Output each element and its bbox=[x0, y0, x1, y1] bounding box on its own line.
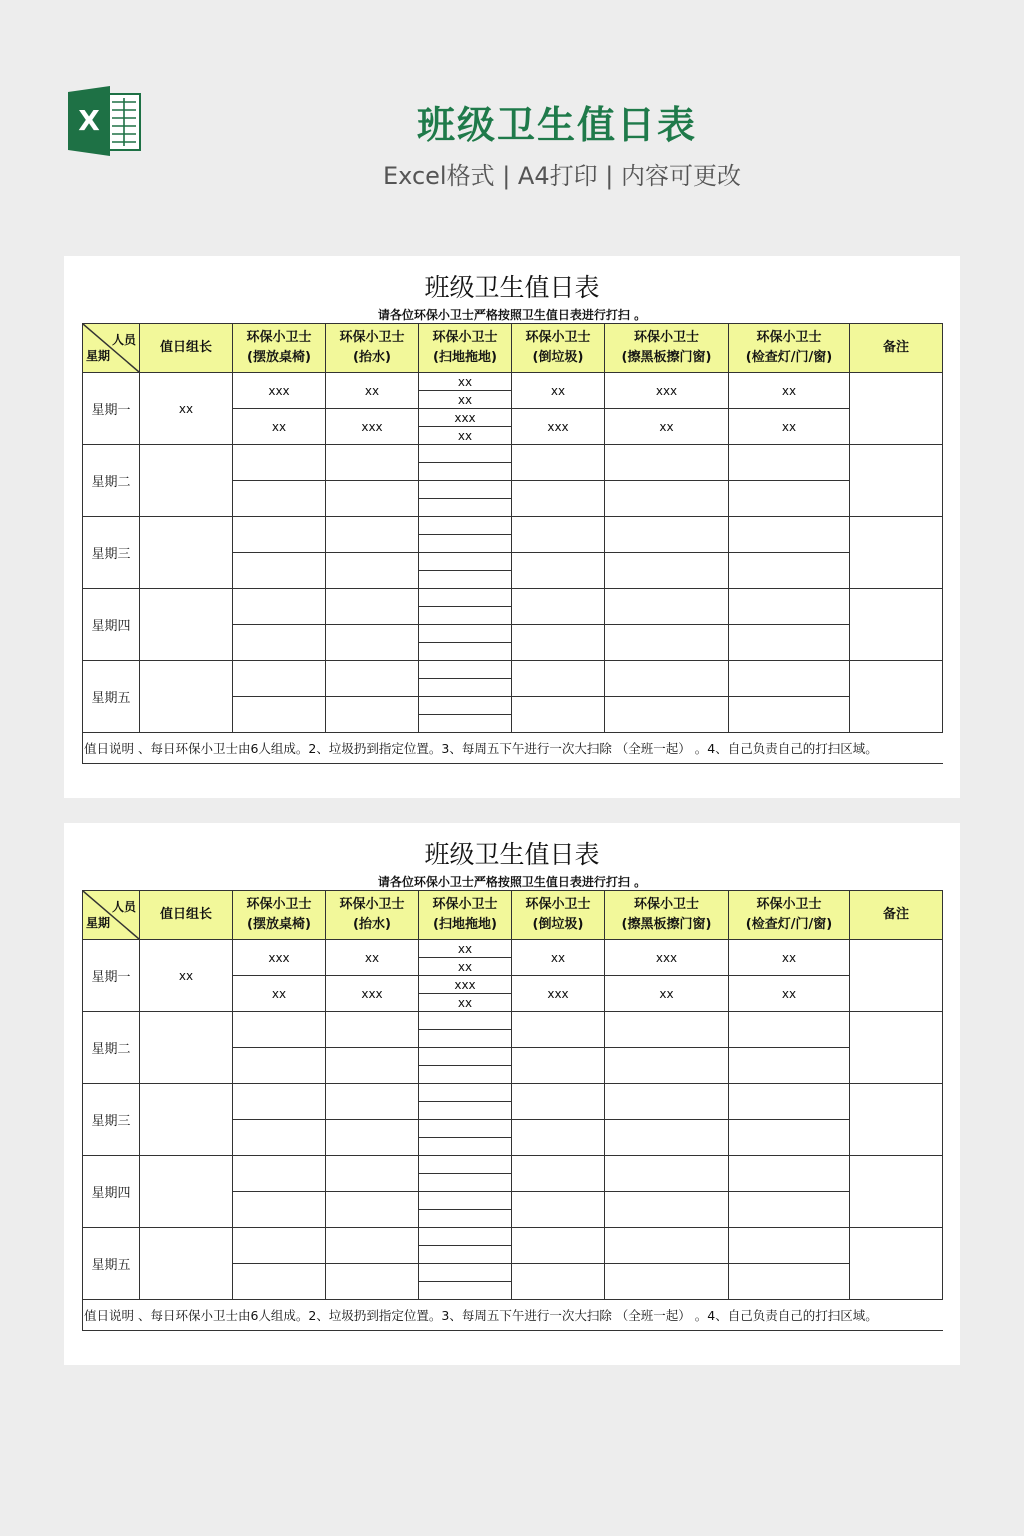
sweep-cell bbox=[419, 1030, 512, 1048]
duty-cell bbox=[326, 589, 419, 625]
duty-cell bbox=[729, 625, 850, 661]
corner-label-people: 人员 bbox=[111, 333, 136, 347]
corner-cell bbox=[83, 324, 140, 373]
leader-cell: xx bbox=[140, 373, 233, 445]
duty-cell bbox=[233, 661, 326, 697]
duty-cell bbox=[605, 1228, 729, 1264]
duty-cell: xx bbox=[729, 976, 850, 1012]
duty-cell: xx bbox=[729, 373, 850, 409]
sweep-cell: xx bbox=[419, 958, 512, 976]
duty-cell: xxx bbox=[512, 976, 605, 1012]
sweep-cell bbox=[419, 1210, 512, 1228]
column-header: 环保小卫士 (擦黑板擦门窗) bbox=[605, 324, 729, 373]
duty-cell bbox=[729, 1048, 850, 1084]
duty-cell bbox=[605, 481, 729, 517]
leader-cell bbox=[140, 589, 233, 661]
duty-cell: xxx bbox=[233, 940, 326, 976]
duty-cell bbox=[729, 1120, 850, 1156]
duty-cell bbox=[605, 1084, 729, 1120]
duty-cell: xx bbox=[233, 976, 326, 1012]
duty-cell bbox=[233, 481, 326, 517]
table-row bbox=[83, 940, 943, 958]
duty-cell bbox=[729, 553, 850, 589]
sweep-cell bbox=[419, 1282, 512, 1300]
duty-cell bbox=[729, 1156, 850, 1192]
duty-cell: xx bbox=[729, 940, 850, 976]
duty-cell: xx bbox=[326, 940, 419, 976]
footer-row bbox=[83, 1300, 943, 1331]
sweep-cell bbox=[419, 589, 512, 607]
leader-cell bbox=[140, 445, 233, 517]
duty-cell bbox=[233, 697, 326, 733]
sweep-cell bbox=[419, 661, 512, 679]
duty-cell bbox=[233, 517, 326, 553]
table-row bbox=[83, 589, 943, 607]
duty-cell bbox=[326, 625, 419, 661]
column-header: 环保小卫士 (检查灯/门/窗) bbox=[729, 324, 850, 373]
duty-cell bbox=[326, 553, 419, 589]
column-header: 环保小卫士 (抬水) bbox=[326, 891, 419, 940]
duty-cell bbox=[233, 1264, 326, 1300]
duty-cell bbox=[512, 1048, 605, 1084]
column-header: 备注 bbox=[850, 324, 943, 373]
duty-cell: xx bbox=[605, 976, 729, 1012]
duty-cell bbox=[233, 1192, 326, 1228]
sweep-cell bbox=[419, 1066, 512, 1084]
duty-cell bbox=[326, 1264, 419, 1300]
weekday-cell: 星期四 bbox=[83, 589, 140, 661]
sweep-cell bbox=[419, 1264, 512, 1282]
duty-cell bbox=[605, 1192, 729, 1228]
remark-cell bbox=[850, 1012, 943, 1084]
duty-cell: xx bbox=[729, 409, 850, 445]
duty-cell bbox=[512, 661, 605, 697]
duty-sheet-2 bbox=[64, 823, 960, 1365]
remark-cell bbox=[850, 1156, 943, 1228]
corner-label-people: 人员 bbox=[111, 900, 136, 914]
duty-cell bbox=[605, 553, 729, 589]
duty-cell bbox=[326, 1084, 419, 1120]
column-header: 环保小卫士 (倒垃圾) bbox=[512, 891, 605, 940]
page-header bbox=[0, 0, 1024, 240]
remark-cell bbox=[850, 1084, 943, 1156]
sweep-cell bbox=[419, 1048, 512, 1066]
duty-table bbox=[82, 323, 943, 764]
sweep-cell bbox=[419, 1228, 512, 1246]
duty-cell: xx bbox=[233, 409, 326, 445]
leader-cell bbox=[140, 1228, 233, 1300]
duty-cell bbox=[605, 1012, 729, 1048]
duty-cell bbox=[512, 445, 605, 481]
sweep-cell bbox=[419, 625, 512, 643]
sweep-cell bbox=[419, 697, 512, 715]
weekday-cell: 星期三 bbox=[83, 517, 140, 589]
column-header: 环保小卫士 (扫地拖地) bbox=[419, 324, 512, 373]
sweep-cell bbox=[419, 1102, 512, 1120]
table-row bbox=[83, 661, 943, 679]
table-row bbox=[83, 445, 943, 463]
remark-cell bbox=[850, 1228, 943, 1300]
page-subtitle: Excel格式 | A4打印 | 内容可更改 bbox=[383, 162, 741, 190]
sweep-cell: xxx bbox=[419, 409, 512, 427]
duty-cell: xxx bbox=[326, 409, 419, 445]
duty-notes: 值日说明 、每日环保小卫士由6人组成。2、垃圾扔到指定位置。3、每周五下午进行一次大扫除 （全班一起） 。4、自己负责自己的打扫区域。 bbox=[83, 1300, 943, 1331]
duty-cell bbox=[233, 553, 326, 589]
sweep-cell bbox=[419, 535, 512, 553]
duty-cell bbox=[729, 697, 850, 733]
sweep-cell bbox=[419, 679, 512, 697]
header-row bbox=[83, 891, 943, 940]
sweep-cell bbox=[419, 463, 512, 481]
sweep-cell bbox=[419, 1084, 512, 1102]
duty-cell bbox=[233, 1048, 326, 1084]
sweep-cell: xx bbox=[419, 391, 512, 409]
sweep-cell: xx bbox=[419, 994, 512, 1012]
column-header: 环保小卫士 (摆放桌椅) bbox=[233, 324, 326, 373]
remark-cell bbox=[850, 661, 943, 733]
sweep-cell: xx bbox=[419, 373, 512, 391]
column-header: 环保小卫士 (扫地拖地) bbox=[419, 891, 512, 940]
column-header: 备注 bbox=[850, 891, 943, 940]
duty-cell bbox=[729, 661, 850, 697]
duty-cell bbox=[605, 1264, 729, 1300]
weekday-cell: 星期二 bbox=[83, 1012, 140, 1084]
sweep-cell bbox=[419, 1192, 512, 1210]
weekday-cell: 星期五 bbox=[83, 1228, 140, 1300]
footer-row bbox=[83, 733, 943, 764]
duty-cell: xxx bbox=[512, 409, 605, 445]
weekday-cell: 星期四 bbox=[83, 1156, 140, 1228]
duty-cell bbox=[729, 1012, 850, 1048]
duty-cell bbox=[512, 481, 605, 517]
sweep-cell bbox=[419, 517, 512, 535]
duty-cell bbox=[233, 1120, 326, 1156]
duty-cell bbox=[512, 1120, 605, 1156]
duty-cell: xxx bbox=[326, 976, 419, 1012]
duty-cell bbox=[729, 1264, 850, 1300]
duty-cell bbox=[326, 445, 419, 481]
sweep-cell bbox=[419, 1138, 512, 1156]
column-header: 值日组长 bbox=[140, 891, 233, 940]
duty-cell bbox=[512, 697, 605, 733]
column-header: 环保小卫士 (摆放桌椅) bbox=[233, 891, 326, 940]
sweep-cell bbox=[419, 1174, 512, 1192]
duty-cell bbox=[326, 481, 419, 517]
duty-cell bbox=[233, 1228, 326, 1264]
leader-cell bbox=[140, 1156, 233, 1228]
table-row bbox=[83, 1084, 943, 1102]
weekday-cell: 星期三 bbox=[83, 1084, 140, 1156]
sweep-cell bbox=[419, 553, 512, 571]
column-header: 环保小卫士 (擦黑板擦门窗) bbox=[605, 891, 729, 940]
sweep-cell bbox=[419, 571, 512, 589]
duty-notes: 值日说明 、每日环保小卫士由6人组成。2、垃圾扔到指定位置。3、每周五下午进行一次大扫除 （全班一起） 。4、自己负责自己的打扫区域。 bbox=[83, 733, 943, 764]
header-row bbox=[83, 324, 943, 373]
sweep-cell bbox=[419, 643, 512, 661]
corner-label-weekday: 星期 bbox=[86, 916, 111, 930]
duty-cell: xx bbox=[512, 373, 605, 409]
column-header: 环保小卫士 (倒垃圾) bbox=[512, 324, 605, 373]
duty-cell bbox=[326, 1012, 419, 1048]
duty-cell bbox=[512, 553, 605, 589]
duty-cell: xxx bbox=[233, 373, 326, 409]
logo-letter: X bbox=[78, 104, 100, 137]
duty-cell bbox=[326, 517, 419, 553]
duty-cell: xxx bbox=[605, 373, 729, 409]
duty-sheet-1 bbox=[64, 256, 960, 798]
duty-cell bbox=[605, 1120, 729, 1156]
duty-cell bbox=[605, 661, 729, 697]
duty-cell bbox=[605, 589, 729, 625]
duty-cell bbox=[233, 1012, 326, 1048]
column-header: 环保小卫士 (抬水) bbox=[326, 324, 419, 373]
duty-cell bbox=[326, 1228, 419, 1264]
duty-cell: xx bbox=[512, 940, 605, 976]
corner-cell bbox=[83, 891, 140, 940]
weekday-cell: 星期一 bbox=[83, 940, 140, 1012]
duty-cell bbox=[233, 445, 326, 481]
duty-cell bbox=[233, 625, 326, 661]
remark-cell bbox=[850, 589, 943, 661]
sweep-cell: xxx bbox=[419, 976, 512, 994]
weekday-cell: 星期二 bbox=[83, 445, 140, 517]
sheet-note: 请各位环保小卫士严格按照卫生值日表进行打扫 。 bbox=[377, 875, 647, 889]
corner-label-weekday: 星期 bbox=[86, 349, 111, 363]
duty-cell bbox=[605, 625, 729, 661]
column-header: 环保小卫士 (检查灯/门/窗) bbox=[729, 891, 850, 940]
duty-cell bbox=[512, 517, 605, 553]
duty-cell: xx bbox=[326, 373, 419, 409]
duty-cell bbox=[512, 1228, 605, 1264]
sweep-cell bbox=[419, 1156, 512, 1174]
duty-cell bbox=[512, 589, 605, 625]
leader-cell bbox=[140, 1012, 233, 1084]
table-row bbox=[83, 517, 943, 535]
sweep-cell bbox=[419, 1012, 512, 1030]
sweep-cell bbox=[419, 445, 512, 463]
duty-cell bbox=[326, 1048, 419, 1084]
duty-cell bbox=[605, 445, 729, 481]
duty-cell bbox=[605, 1156, 729, 1192]
sheet-note: 请各位环保小卫士严格按照卫生值日表进行打扫 。 bbox=[377, 308, 647, 322]
leader-cell bbox=[140, 661, 233, 733]
duty-cell bbox=[605, 517, 729, 553]
sweep-cell: xx bbox=[419, 427, 512, 445]
duty-cell bbox=[512, 1084, 605, 1120]
duty-cell bbox=[512, 1156, 605, 1192]
duty-cell: xx bbox=[605, 409, 729, 445]
duty-cell bbox=[326, 697, 419, 733]
table-row bbox=[83, 1156, 943, 1174]
remark-cell bbox=[850, 373, 943, 445]
sheet-title: 班级卫生值日表 bbox=[424, 273, 600, 302]
duty-cell bbox=[512, 1012, 605, 1048]
sweep-cell bbox=[419, 715, 512, 733]
table-row bbox=[83, 373, 943, 391]
weekday-cell: 星期一 bbox=[83, 373, 140, 445]
leader-cell bbox=[140, 517, 233, 589]
column-header: 值日组长 bbox=[140, 324, 233, 373]
duty-cell bbox=[512, 625, 605, 661]
table-row bbox=[83, 1012, 943, 1030]
duty-cell bbox=[326, 1120, 419, 1156]
sheet-title: 班级卫生值日表 bbox=[424, 840, 600, 869]
duty-cell bbox=[233, 1156, 326, 1192]
duty-cell bbox=[233, 589, 326, 625]
remark-cell bbox=[850, 940, 943, 1012]
sweep-cell bbox=[419, 1246, 512, 1264]
duty-cell bbox=[729, 517, 850, 553]
table-row bbox=[83, 1228, 943, 1246]
duty-cell bbox=[326, 1156, 419, 1192]
page-title: 班级卫生值日表 bbox=[416, 103, 697, 147]
sweep-cell: xx bbox=[419, 940, 512, 958]
duty-cell bbox=[729, 445, 850, 481]
duty-cell bbox=[729, 589, 850, 625]
duty-cell bbox=[326, 661, 419, 697]
duty-cell: xxx bbox=[605, 940, 729, 976]
duty-cell bbox=[605, 1048, 729, 1084]
duty-cell bbox=[605, 697, 729, 733]
duty-cell bbox=[729, 1228, 850, 1264]
duty-cell bbox=[233, 1084, 326, 1120]
weekday-cell: 星期五 bbox=[83, 661, 140, 733]
duty-cell bbox=[512, 1192, 605, 1228]
duty-cell bbox=[326, 1192, 419, 1228]
sweep-cell bbox=[419, 499, 512, 517]
leader-cell: xx bbox=[140, 940, 233, 1012]
sweep-cell bbox=[419, 607, 512, 625]
duty-cell bbox=[512, 1264, 605, 1300]
remark-cell bbox=[850, 517, 943, 589]
duty-cell bbox=[729, 481, 850, 517]
duty-table bbox=[82, 890, 943, 1331]
duty-cell bbox=[729, 1192, 850, 1228]
sweep-cell bbox=[419, 481, 512, 499]
leader-cell bbox=[140, 1084, 233, 1156]
sweep-cell bbox=[419, 1120, 512, 1138]
remark-cell bbox=[850, 445, 943, 517]
duty-cell bbox=[729, 1084, 850, 1120]
